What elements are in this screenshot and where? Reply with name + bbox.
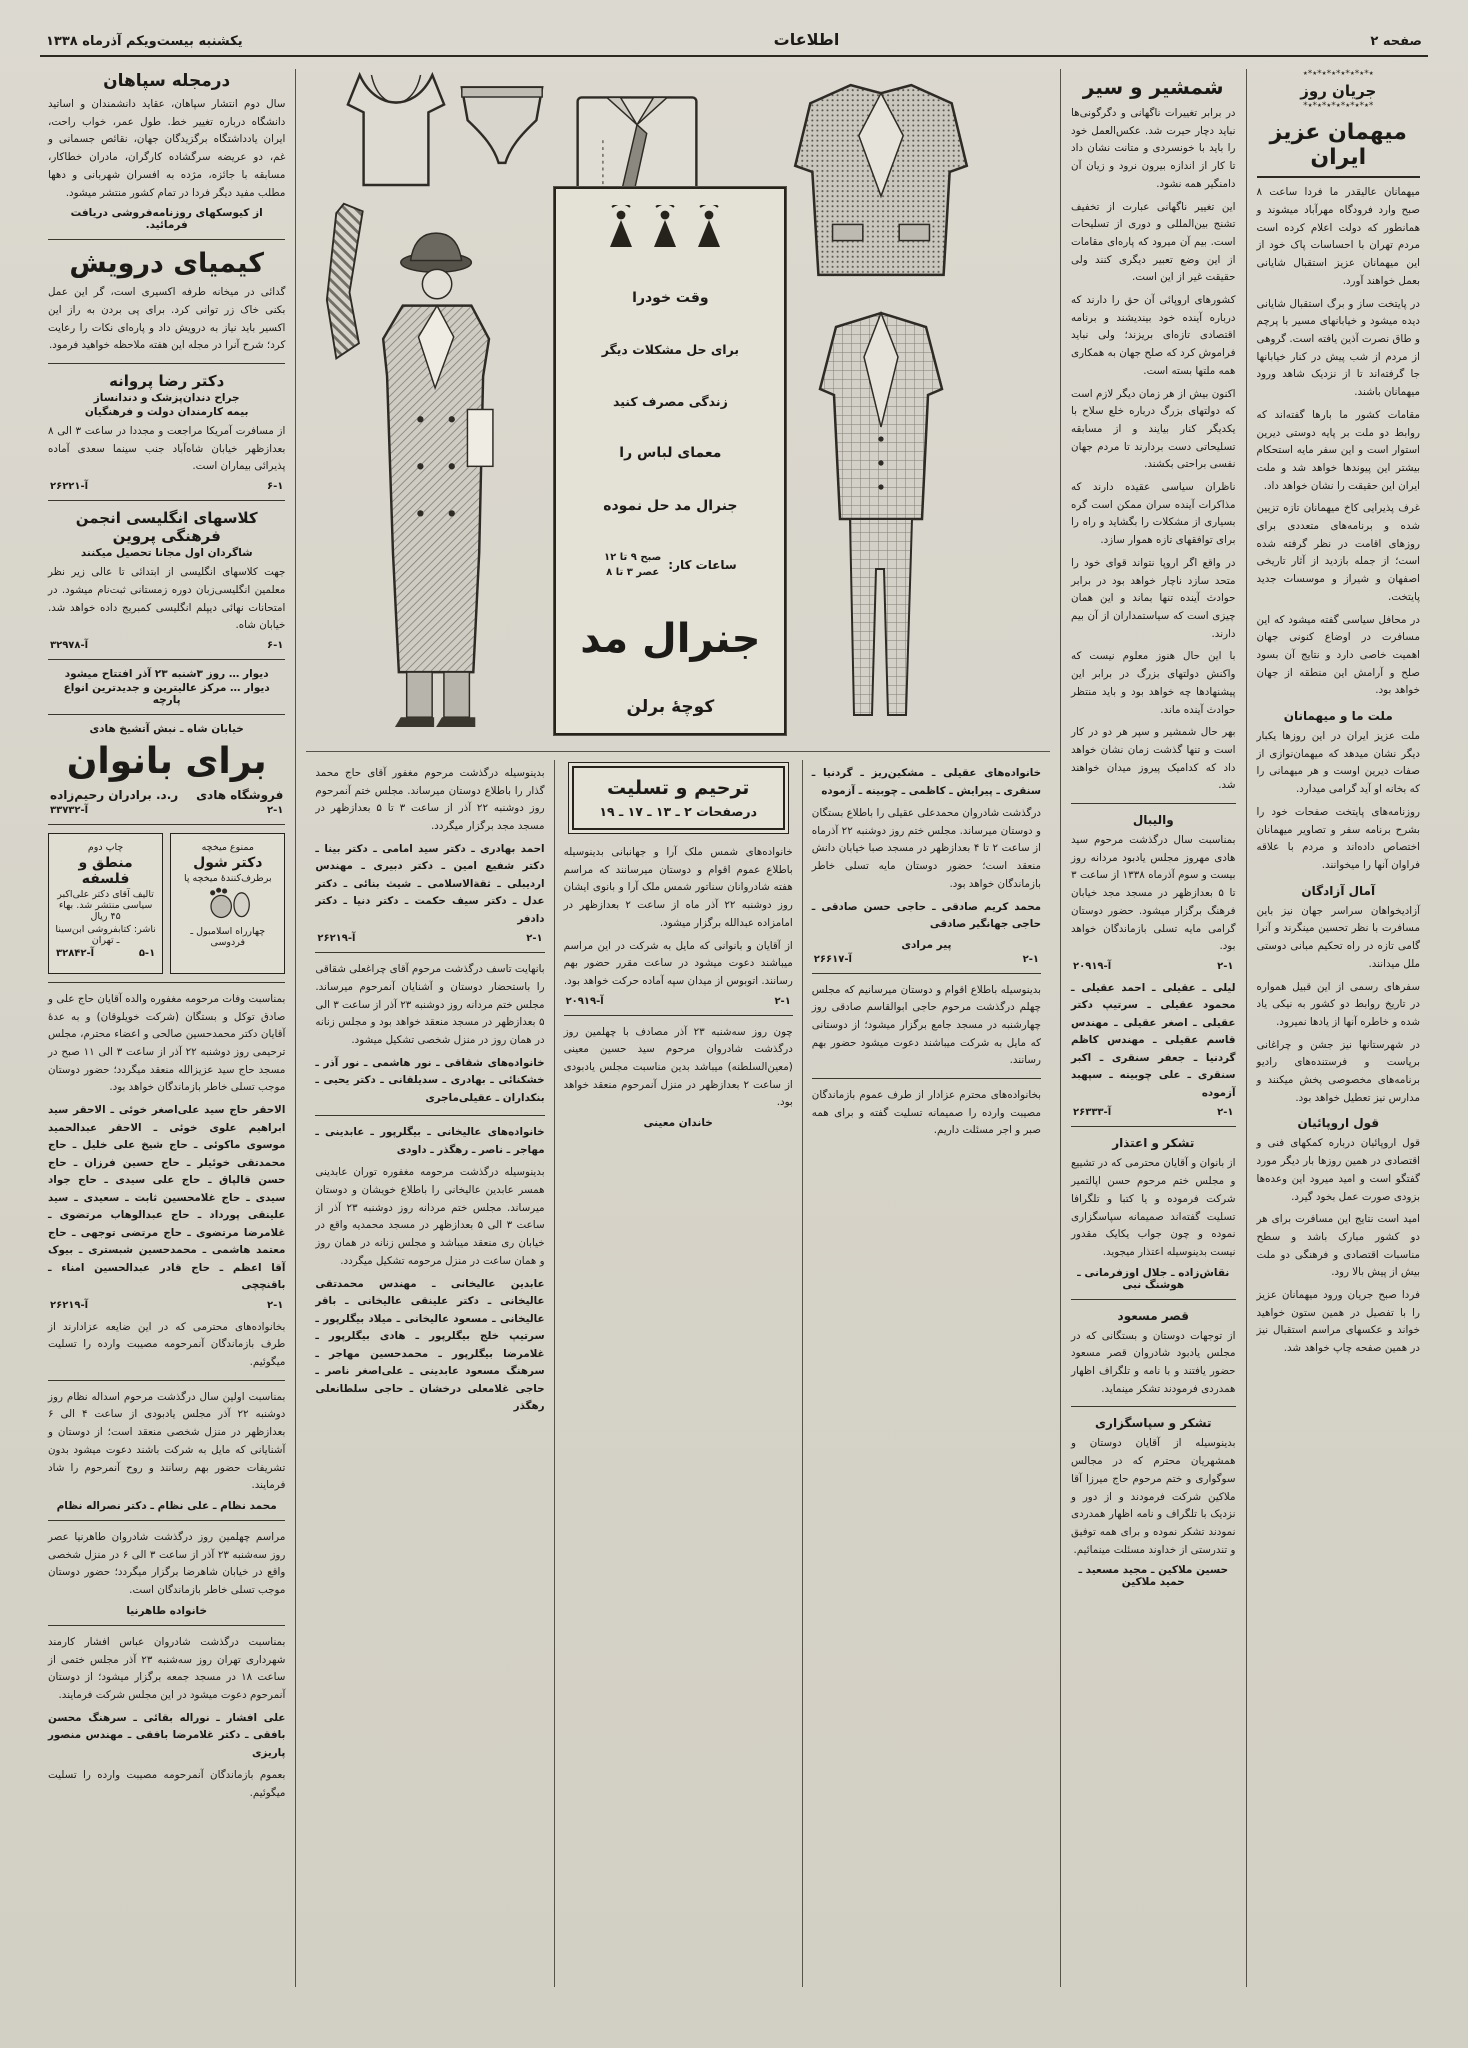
column-left-ads xyxy=(38,69,296,1987)
section-rule xyxy=(48,500,285,501)
news-paragraph: قول اروپائیان درباره کمکهای فنی و اقتصادی در همین روزها بار دیگر مورد گفتگو است و امید میرود این وعده‌ها بزودی صورت عمل بخود گیرد. xyxy=(1256,1137,1420,1203)
section-rule xyxy=(1071,803,1235,804)
ad-subtitle: شاگردان اول مجانا تحصیل میکنند xyxy=(80,547,253,560)
section-rule xyxy=(48,714,285,715)
ad-code: ۶-۱ xyxy=(267,639,284,651)
condolence-column-c xyxy=(306,760,554,1987)
ad-code: ۲-۱ xyxy=(1217,1107,1234,1119)
family-names: خانواده‌های شقاقی ـ نور هاشمی ـ نور آذر ـ خشکنائی ـ بهادری ـ سدیلقانی ـ دکتر یحیی ـ بنکداران ـ عقیلی‌ماجری xyxy=(315,1056,545,1104)
brand-address: کوچهٔ برلن xyxy=(626,697,715,717)
phone-number: آ-۲۰۹۱۹ xyxy=(565,995,604,1007)
subhead-gratitude: تشکر و سپاسگزاری xyxy=(1095,1416,1212,1431)
mourners-names: محمد کریم صادقی ـ حاجی حسن صادقی ـ حاجی جهانگیر صادقی xyxy=(811,900,1042,931)
ad-title-kimia: کیمیای درویش xyxy=(69,248,264,280)
ad-slogan-line: وقت خودرا xyxy=(632,289,709,306)
store-name: فروشگاه هادی xyxy=(196,787,284,802)
ad-subtitle: برطرف‌کنندهٔ میخچه پا xyxy=(183,872,272,884)
obituary-paragraph: بخانواده‌های محترم عزادار از طرف عموم بازماندگان مصیبت وارده را صمیمانه تسلیت گفته و برای همه صبر و اجر مسئلت داریم. xyxy=(811,1089,1042,1137)
news-paragraph: کشورهای اروپائی آن حق را دارند که درباره آینده خود بیندیشند و برنامه اقتصادی تازه‌ای بریزند؛ ولی نباید فراموش کرد که صلح جهان به همکاری همه ملتها بسته است. xyxy=(1071,294,1236,377)
condolence-pages-box xyxy=(568,762,789,834)
section-rule xyxy=(1071,1406,1235,1407)
ad-title-book: منطق و فلسفه xyxy=(78,854,133,887)
phone-number: آ-۳۲۹۷۸ xyxy=(50,639,89,651)
ad-footer-line: از کیوسکهای روزنامه‌فروشی دریافت فرمائید. xyxy=(70,207,263,232)
obituary-paragraph: درگذشت شادروان محمدعلی عقیلی را باطلاع بستگان و دوستان میرساند. مجلس ختم روز دوشنبه ۲۲ آذرماه از ساعت ۲ تا ۴ بعدازظهر در مسجد صبا خیابان دانش منعقد است؛ حضور دوستان مایه تسلی خاطر بازماندگان خواهد بود. xyxy=(811,807,1042,890)
phone-row xyxy=(56,948,155,959)
phone-row xyxy=(1073,961,1233,972)
news-paragraph: در شهرستانها نیز جشن و چراغانی برپاست و فرستنده‌های رادیو برنامه‌های مخصوصی پخش میکنند و مدارس نیز تعطیل خواهد بود. xyxy=(1256,1038,1420,1104)
section-rule xyxy=(48,824,285,825)
issue-date: یکشنبه بیست‌ویکم آذرماه ۱۳۳۸ xyxy=(46,34,243,49)
ad-body: تالیف آقای دکتر علی‌اکبر سیاسی منتشر شد. بهاء ۴۵ ریال xyxy=(57,888,154,922)
phone-row xyxy=(50,481,283,492)
checked-suit-illustration xyxy=(806,307,956,732)
obituary-paragraph: از آقایان و بانوانی که مایل به شرکت در این مراسم میباشند دعوت میشود در ساعت مقرر حضور بهم رسانند. اتوبوس از میدان سپه آماده حرکت خواهد بود. xyxy=(563,939,793,987)
phone-row xyxy=(317,933,542,944)
foot-pad-icon xyxy=(201,886,255,920)
news-paragraph: سفرهای رسمی از این قبیل همواره در تاریخ روابط دو کشور به نیکی یاد شده و خاطره آنها از یادها نمیرود. xyxy=(1256,980,1420,1028)
column-sword-and-shield xyxy=(1061,69,1246,1987)
tweed-jacket-illustration xyxy=(776,73,986,285)
phone-number: آ-۲۰۹۱۹ xyxy=(1073,960,1112,972)
section-rule xyxy=(812,1078,1041,1079)
section-rule xyxy=(48,982,285,983)
phone-number: آ-۳۳۷۳۲ xyxy=(50,804,89,816)
news-paragraph: در محافل سیاسی گفته میشود که این مسافرت در اوضاع کنونی جهان اهمیت خاصی دارد و نتایج آن بسود صلح و آرامش این منطقه از جهان خواهد بود. xyxy=(1256,613,1420,697)
masthead xyxy=(0,0,1468,55)
ad-kimia-darvish xyxy=(48,248,285,355)
phone-number: آ-۲۶۲۱۹ xyxy=(50,1299,89,1311)
news-paragraph: غرف پذیرایی کاخ میهمانان تازه تزیین شده و برنامه‌های متعددی برای روزهای اقامت در نظر گرفته شده است؛ از جمله بازدید از آثار تاریخی اصفهان و شیراز و موسسات جدید پایتخت. xyxy=(1256,502,1420,603)
condolence-column-b xyxy=(555,760,803,1987)
section-rule xyxy=(564,1015,793,1016)
ad-title-sepahan: درمجله سپاهان xyxy=(103,71,231,91)
section-rule xyxy=(1071,1126,1235,1127)
obituary-paragraph: بدینوسیله درگذشت مرحوم مغفور آقای حاج محمد گذار را باطلاع دوستان میرساند. مجلس ختم آنمرحوم روز دوشنبه ۲۲ آذر از ساعت ۳ تا ۵ بعدازظهر در مسجد مجد برگزار میگردد. xyxy=(315,767,545,833)
paired-ads-row xyxy=(48,833,285,974)
thanks-paragraph: از بانوان و آقایان محترمی که در تشییع و مجلس ختم مرحوم حسن اپالتمیر شرکت فرموده و یا کتبا و تلگرافا تسلیت گفته‌اند صمیمانه سپاسگزاری نموده و چون جواب یکایک مقدور نیست بدینوسیله اعتذار میجوید. xyxy=(1071,1157,1236,1258)
phone-number: آ-۳۲۸۴۲ xyxy=(56,947,95,959)
news-paragraph: امید است نتایج این مسافرت برای هر دو کشور مبارک باشد و سطح مناسبات اقتصادی و فرهنگی دو ملت بیش از پیش بالا رود. xyxy=(1256,1213,1420,1279)
news-paragraph: در واقع اگر اروپا نتواند قوای خود را متحد سازد ناچار خواهد بود در برابر حوادث آینده تنها بماند و این همان چیزی است که سیاستمداران از آن بیم دارند. xyxy=(1071,556,1236,640)
headline-sword: شمشیر و سیر xyxy=(1082,75,1224,99)
page-body xyxy=(0,57,1468,2013)
news-paragraph: فردا صبح جریان ورود میهمانان عزیز را با تفصیل در همین ستون خواهید خواند و عکسهای مراسم استقبال نیز در همین صفحه چاپ خواهد شد. xyxy=(1256,1289,1420,1355)
section-rule xyxy=(48,1625,285,1626)
news-paragraph: در برابر تغییرات ناگهانی و دگرگونی‌ها نباید دچار حیرت شد. عکس‌العمل خود را باید با خونسردی و متانت نشان داد تا کار از اندازه بیرون نرود و زیان آن دامنگیر همه نشود. xyxy=(1071,107,1236,190)
obituary-paragraph: بعموم بازماندگان آنمرحومه مصیبت وارده را تسلیت میگوئیم. xyxy=(48,1769,286,1799)
ad-body: جهت کلاسهای انگلیسی از ابتدائی تا عالی زیر نظر معلمین انگلیسی‌زبان دوره زمستانی ثبت‌نام میشود. در امتحانات نهائی دیپلم انگلیسی کمبریج داده خواهد شد. خیابان شاه. xyxy=(48,566,286,632)
center-condolence-columns xyxy=(306,751,1050,1987)
section-rule xyxy=(48,1520,285,1521)
ad-title-classes: کلاسهای انگلیسی انجمن فرهنگی پروین xyxy=(75,509,258,546)
news-paragraph: مقامات کشور ما بارها گفته‌اند که روابط دو ملت بر پایه دوستی دیرین استوار است و این سفر مایه استحکام بیشتر این پیوندها خواهد شد و ملت ایران این حقیقت را نشان خواهد داد. xyxy=(1256,408,1420,492)
stars-ornament-bottom: *٭*٭*٭*٭*٭*٭*٭* xyxy=(1303,100,1374,111)
ad-body: گدائی در میخانه طرفه اکسیری است، گر این عمل بکنی خاک زر توانی کرد. برای پی بردن به راز این اکسیر باید نیاز به درویش داد و پاره‌ای نکات را رعایت کرد؛ شرح آنرا در مجله این هفته ملاحظه خواهید فرمود. xyxy=(48,286,286,352)
signature-names: پیر مرادی xyxy=(901,938,952,951)
condolence-pages-box-inner xyxy=(572,766,785,830)
ad-body: سال دوم انتشار سپاهان، عقاید دانشمندان و اساتید دانشگاه درباره تغییر خط. طول عمر، خواب راحت، ایران یادداشتگاه برگزیدگان جهان، نقائص جسمانی و غم، دو عریضه سرگشاده کارگران، مادران خطاکار، مسابقه با جائزه، مژده به افسران شهربانی و دهها مطلب مفید دیگر فردا در تمام کشور منتشر میشود. xyxy=(48,98,286,199)
headline-dear-guest: میهمان عزیز ایران xyxy=(1257,120,1421,178)
hours-evening: عصر ۳ تا ۸ xyxy=(606,567,660,578)
phone-row xyxy=(50,1300,283,1311)
obituary-paragraph: مراسم چهلمین روز درگذشت شادروان طاهرنیا عصر روز سه‌شنبه ۲۳ آذر از ساعت ۳ الی ۶ در منزل شخصی واقع در خیابان شاهرضا برگزار میگردد؛ حضور دوستان موجب تسلی خاطر بازماندگان است. xyxy=(48,1531,286,1597)
news-paragraph: اکنون بیش از هر زمان دیگر لازم است که دولتهای بزرگ درباره خلع سلاح با یکدیگر کنار بیایند و از مسابقه تسلیحاتی دست بردارند تا مردم جهان نفسی براحتی بکشند. xyxy=(1071,387,1236,471)
signature-names: محمد نظام ـ علی نظام ـ دکتر نصراله نظام xyxy=(56,1500,277,1512)
store-row xyxy=(50,788,283,802)
obituary-paragraph: بمناسبت وفات مرحومه مغفوره والده آقایان حاج علی و صادق توکل و بستگان (شرکت خویلوقان) و به عدهٔ آقایان دکتر محمدحسین صالحی و اعضاء محترم، مجلس ترحیمی روز دوشنبه ۲۲ آذر از ساعت ۳ الی ۱۱ صبح در مسجد حاج سید عزیزالله منعقد میگردد؛ حضور دوستان موجب تسلی خاطر بازماندگان خواهد بود. xyxy=(48,992,286,1094)
news-paragraph: روزنامه‌های پایتخت صفحات خود را بشرح برنامه سفر و تصاویر میهمانان اختصاص داده‌اند و مردم با علاقه فراوان آنها را میخوانند. xyxy=(1256,805,1420,871)
section-rule xyxy=(48,239,285,240)
obituary-paragraph: بخانواده‌های محترمی که در این ضایعه عزادارند از طرف بازماندگان آنمرحومه مصیبت وارده را تسلیت میگوئیم. xyxy=(48,1320,286,1369)
ad-address: چهارراه اسلامبول ـ فردوسی xyxy=(190,925,266,948)
ad-slogan-line: زندگی مصرف کنید xyxy=(612,393,728,409)
hours-morning: صبح ۹ تا ۱۲ xyxy=(604,552,662,563)
ad-title-scholl: دکتر شول xyxy=(193,854,263,871)
mourners-names: لیلی ـ عقیلی ـ احمد عقیلی ـ محمود عقیلی ـ سرتیپ دکتر عقیلی ـ اصغر عقیلی ـ مهندس قاسم عقیلی ـ مهندس کاظم گردنیا ـ جعفر سنقری ـ اکبر سنقری ـ علی چوبینه ـ سپهبد آزموده xyxy=(1071,981,1236,1099)
ad-code: ۲-۱ xyxy=(774,995,791,1007)
ad-doctor-parvaneh xyxy=(48,372,285,492)
section-rule xyxy=(812,973,1041,974)
condolence-box-pages: درصفحات ۲ ـ ۱۳ ـ ۱۷ ـ ۱۹ xyxy=(599,804,758,819)
phone-number: آ-۲۶۲۱۹ xyxy=(317,933,356,945)
phone-number: آ-۲۶۳۳۳ xyxy=(1073,1107,1112,1119)
ad-dr-scholl xyxy=(170,833,285,974)
phone-number: آ-۲۶۲۲۱ xyxy=(50,481,89,493)
general-mode-ad-card xyxy=(554,187,786,735)
phone-row xyxy=(814,954,1039,965)
paper-title: اطلاعات xyxy=(773,30,840,49)
mourners-names: عابدین عالیخانی ـ مهندس محمدتقی عالیخانی ـ دکتر علینقی عالیخانی ـ باقر عالیخانی ـ مسعود عالیخانی ـ میلاد بیگلرپور ـ سرتیپ خلج بیگلرپور ـ هادی بیگلرپور ـ غلامرضا بیگلرپور ـ محمدحسین مهاجر ـ سرهنگ مسعود عابدینی ـ علی‌اصغر ناصر ـ حاجی غلامعلی درخشان ـ حاجی سلطانعلی رهگذر xyxy=(315,1277,545,1413)
obituary-paragraph: چون روز سه‌شنبه ۲۳ آذر مصادف با چهلمین روز درگذشت شادروان مرحوم سید حسین معینی (معین‌السلطنه) میباشد بدین مناسبت مجلس یادبودی از ساعت ۲ بعدازظهر در منزل آنمرحوم منعقد خواهد بود. xyxy=(563,1025,793,1109)
center-region xyxy=(296,69,1061,1987)
mourners-names: الاحقر حاج سید علی‌اصغر خوئی ـ الاحقر سید ابراهیم علوی خوئی ـ الاحقر عبدالحمید موسوی ماکوئی ـ حاج شیخ علی خلیل ـ حاج محمدتقی خوئیلر ـ حاج حسین فرزان ـ حاج حسن قالپاق ـ حاج علی سیدی ـ حاج جواد سیدی ـ حاج غلامحسین ثابت ـ سعیدی ـ سید علینقی پورداد ـ حاج عبدالوهاب مرتضوی ـ غلامرضا مرتضوی ـ حاج مرتضی توجهی ـ حاج معتمد هاشمی ـ محمدحسین شبستری ـ بیوک آقا اعظم ـ حاج قادر عبدالحسین امناء ـ باقنچچی xyxy=(48,1104,286,1292)
ad-code: ۵-۱ xyxy=(138,947,156,959)
column-daily-affairs xyxy=(1247,69,1431,1987)
ad-code: ۲-۱ xyxy=(267,1299,284,1311)
news-paragraph: ملت عزیز ایران در این روزها یکبار دیگر نشان میدهد که میهمان‌نوازی از صفات دیرین اوست و هر میهمانی را که بخانه او آید گرامی میدارد. xyxy=(1256,730,1420,796)
subhead-volleyball: والیبال xyxy=(1132,813,1174,828)
ad-slogan-line: جنرال مد حل نموده xyxy=(603,497,738,514)
news-paragraph: این تغییر ناگهانی عبارت از تخفیف تشنج بین‌المللی و دوری از تسلیحات است. بیم آن میرود که پاره‌ای مقامات از این وضع تعبیر دیگری کنند ولی حقیقت غیر از این است. xyxy=(1071,200,1236,284)
phone-row xyxy=(50,805,283,816)
ad-slogan-line: برای حل مشکلات دیگر xyxy=(601,342,740,357)
ad-sepahan-magazine xyxy=(48,71,285,231)
thanks-paragraph: از توجهات دوستان و بستگانی که در مجلس یادبود شادروان قصر مسعود حضور یافتند و با نامه و تلگراف اظهار همدردی فرمودند تشکر مینماید. xyxy=(1071,1329,1236,1395)
signature-names: خانواده طاهرنیا xyxy=(126,1604,208,1617)
phone-row xyxy=(50,640,283,651)
phone-row xyxy=(1073,1107,1233,1118)
news-paragraph: میهمانان عالیقدر ما فردا ساعت ۸ صبح وارد فرودگاه مهرآباد میشوند و همانطور که دولت اعلام کرده است مردم تهران با احساسات پاک خود از این میهمانان عزیز استقبال شایانی بعمل خواهند آورد. xyxy=(1256,186,1420,287)
ad-tag: ممنوع میخچه xyxy=(201,841,254,853)
news-paragraph: بهر حال شمشیر و سپر هر دو در کار است و تنها گذشت زمان نشان خواهد داد که کدامیک پیروز میدان خواهند شد. xyxy=(1071,726,1236,792)
obituary-paragraph: بدینوسیله درگذشت مرحومه مغفوره توران عابدینی همسر عابدین عالیخانی را باطلاع خویشان و دوستان میرساند. مجلس ختم مردانه روز دوشنبه ۲۳ آذر از ساعت ۳ الی ۵ بعدازظهر در مسجد محمدیه واقع در خیابان ری منعقد میباشد و مجلس زنانه در همان روز و همان ساعت در منزل مرحومه تشکیل میگردد. xyxy=(315,1166,545,1267)
condolence-box-title: ترحیم و تسلیت xyxy=(606,777,750,799)
signature-names: خاندان معینی xyxy=(643,1117,713,1130)
section-rule xyxy=(315,952,544,953)
section-rule xyxy=(48,363,285,364)
subhead: ملت ما و میهمانان xyxy=(1283,709,1393,724)
obituary-paragraph: بانهایت تاسف درگذشت مرحوم آقای چراغعلی شقاقی را باستحضار دوستان و آشنایان آنمرحوم میرساند. مجلس ختم مردانه روز دوشنبه ۲۳ آذر از ساعت ۳ الی ۵ بعدازظهر در مسجد منعقد خواهد بود و مجلس زنانه در همان روز در منزل شخصی تشکیل میشود. xyxy=(315,963,545,1047)
family-names: خانواده‌های عقیلی ـ مشکین‌ریز ـ گردنیا ـ سنقری ـ پیرایش ـ کاظمی ـ چوبینه ـ آزموده xyxy=(811,767,1042,797)
working-hours-label: ساعات کار: xyxy=(668,558,737,572)
ad-body: از مسافرت آمریکا مراجعت و مجددا در ساعت ۳ الی ۸ بعدازظهر خیابان شاه‌آباد جنب سینما سعدی آماده پذیرائی بیماران است. xyxy=(48,425,286,473)
ad-title-for-ladies: برای بانوان xyxy=(66,740,267,782)
condolence-column-a xyxy=(803,760,1050,1987)
news-paragraph: آزادیخواهان سراسر جهان نیز باین مسافرت با نظر تحسین مینگرند و آنرا گامی تازه در راه تحکیم مبانی دوستی ملل میدانند. xyxy=(1256,904,1420,970)
family-names: خانواده‌های عالیخانی ـ بیگلرپور ـ عابدینی ـ مهاجر ـ ناصر ـ رهگذر ـ داودی xyxy=(315,1126,545,1156)
ad-subtitle: جراح دندان‌پزشک و دندانساز xyxy=(93,392,240,405)
subhead: قول اروپائیان xyxy=(1297,1116,1380,1131)
ad-subtitle: بیمه کارمندان دولت و فرهنگیان xyxy=(84,406,249,419)
obituary-paragraph: بمناسبت درگذشت شادروان عباس افشار کارمند شهرداری تهران روز سه‌شنبه ۲۳ آذر مجلس ختمی از ساعت ۱۸ در مسجد جمعه برگزار میشود؛ از دوستان آنمرحوم دعوت میشود در این مجلس شرکت فرمایند. xyxy=(48,1635,286,1701)
obituary-paragraph: بدینوسیله باطلاع اقوام و دوستان میرسانیم که مجلس چهلم درگذشت مرحوم حاجی ابوالقاسم صادقی روز چهارشنبه در مسجد جامع برگزار میشود؛ از دوستانی که مایل به شرکت میباشند دعوت میشود حضور بهم رسانند. xyxy=(811,983,1042,1067)
mourners-names: علی افشار ـ نوراله بقائی ـ سرهنگ محسن بافقی ـ دکتر غلامرضا بافقی ـ مهندس منصور پاریزی xyxy=(48,1711,286,1759)
signature-names: نقاش‌زاده ـ جلال اوزفرمانی ـ هوشنگ نبی xyxy=(1077,1266,1230,1291)
ad-for-ladies xyxy=(48,723,285,816)
section-rule xyxy=(315,1115,544,1116)
news-paragraph: ناظران سیاسی عقیده دارند که مذاکرات آینده سران ممکن است گره بسیاری از مشکلات را بگشاید و راه را برای توافقهای تازه هموار سازد. xyxy=(1071,481,1236,547)
phone-number: آ-۲۶۶۱۷ xyxy=(813,953,852,965)
news-paragraph: در پایتخت ساز و برگ استقبال شایانی دیده میشود و خیابانهای مسیر با پرچم و طاق نصرت آذین یافته است. گروهی از مردم از شب پیش در کنار خیابانها جا گرفته‌اند تا از نزدیک شاهد ورود میهمانان باشند. xyxy=(1256,297,1420,399)
tank-top-illustration xyxy=(342,71,450,189)
subhead-thanks: تشکر و اعتذار xyxy=(1112,1136,1195,1151)
ad-english-classes xyxy=(48,509,285,651)
ad-divar-fabrics: دیوار … مرکز عالیترین و جدیدترین انواع پارچه xyxy=(63,681,270,706)
ad-publisher: ناشر: کتابفروشی ابن‌سینا ـ تهران xyxy=(55,923,156,946)
store-agent: ر.د. برادران رحیم‌زاده xyxy=(50,787,179,802)
page-number: صفحه ۲ xyxy=(1370,34,1422,49)
briefs-illustration xyxy=(456,79,548,177)
ad-divar-opening: دیوار … روز ۳شنبه ۲۳ آذر افتتاح میشود xyxy=(64,667,269,680)
ad-slogan-line: معمای لباس را xyxy=(619,445,722,461)
ad-code: ۶-۱ xyxy=(267,481,284,493)
section-label-daily-affairs: جریان روز xyxy=(1300,81,1377,100)
phone-row xyxy=(566,996,791,1007)
subhead-qasr-masoud: قصر مسعود xyxy=(1117,1308,1189,1323)
obituary-paragraph: بمناسبت اولین سال درگذشت مرحوم اسداله نظام روز دوشنبه ۲۲ آذر مجلس یادبودی از ساعت ۴ الی ۶ بعدازظهر در منزل شخصی منعقد است؛ از دوستان و آشنایانی که مایل به شرکت باشند دعوت میشود بدون تشریفات حضور بهم رسانند و روح آنمرحوم را شاد فرمایند. xyxy=(48,1390,286,1492)
signature-names: حسین ملاکین ـ مجید مسعید ـ حمید ملاکین xyxy=(1078,1564,1229,1589)
ad-code: ۲-۱ xyxy=(1217,960,1234,972)
thanks-paragraph: بدینوسیله از آقایان دوستان و همشهریان محترم که در مجالس سوگواری و ختم مرحوم حاج میرزا آقا ملاکین شرکت فرمودند و از دور و نزدیک با تلگراف و نامه اظهار همدردی نمودند تشکر نموده و برای همه توفیق و تندرستی از خداوند مسئلت مینمائیم. xyxy=(1071,1437,1236,1556)
ad-address-line: خیابان شاه ـ نبش آتشیخ هادی xyxy=(89,722,244,735)
ad-logic-philosophy-book xyxy=(48,833,163,974)
fashion-collage xyxy=(306,69,1050,744)
ad-code: ۲-۱ xyxy=(267,804,284,816)
obituary-paragraph: بمناسبت سال درگذشت مرحوم سید هادی مهروز مجلس یادبود مردانه روز بیست و سوم آذرماه ۱۳۳۸ از ساعت ۳ تا ۵ بعدازظهر در مسجد مجد خیابان فرهنگ برگزار میشود. حضور دوستان گرامی مایه تسلی بازماندگان خواهد بود. xyxy=(1071,834,1236,953)
overcoat-man-illustration xyxy=(342,227,538,737)
ad-code: ۲-۱ xyxy=(526,933,543,945)
mourners-names: احمد بهادری ـ دکتر سید امامی ـ دکتر بینا ـ دکتر شفیع امین ـ دکتر دبیری ـ مهندس اردیبلی ـ ثقةالاسلامی ـ شیث بنائی ـ دکتر عدل ـ دکتر سیف حکمت ـ دکتر دنیا ـ دکتر دادفر xyxy=(315,842,545,925)
section-rule xyxy=(48,1380,285,1381)
stars-ornament-top: ٭*٭*٭*٭*٭*٭*٭*٭ xyxy=(1302,69,1374,79)
subhead: آمال آزادگان xyxy=(1301,883,1376,898)
ad-code: ۲-۱ xyxy=(1022,953,1040,965)
brand-name: جنرال مد xyxy=(580,615,761,662)
ad-title-parvaneh: دکتر رضا پروانه xyxy=(109,372,225,391)
section-rule xyxy=(1071,1299,1235,1300)
working-hours-times xyxy=(604,550,661,580)
section-rule xyxy=(48,659,285,660)
obituary-paragraph: خانواده‌های شمس ملک آرا و جهانبانی بدینوسیله باطلاع عموم اقوام و دوستان میرسانند که مراسم هفته شادروانان سناتور شمس ملک آرا و بانوی ایشان روز دوشنبه ۲۲ آذر ماه از ساعت ۲ بعدازظهر در امامزاده عبدالله برگزار میشود. xyxy=(563,846,793,929)
working-hours xyxy=(604,550,737,580)
three-figures-logo-icon xyxy=(604,205,736,251)
ad-tag: چاپ دوم xyxy=(87,841,124,853)
news-paragraph: با این حال هنوز معلوم نیست که واکنش دولتهای بزرگ در برابر این پیشنهادها چه خواهد بود و باید منتظر حوادث آینده ماند. xyxy=(1071,650,1236,716)
